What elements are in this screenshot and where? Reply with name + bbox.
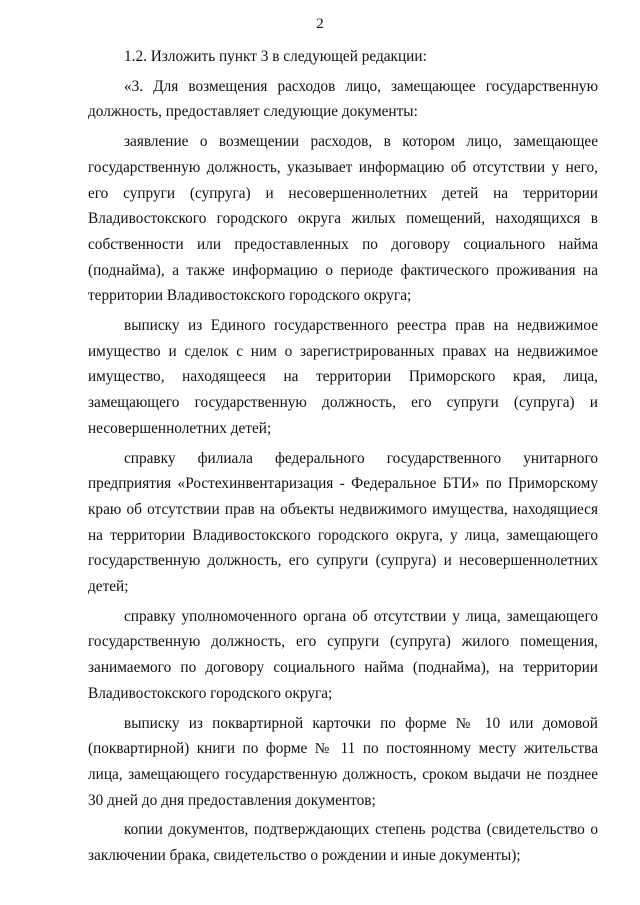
paragraph-kinship-documents: копии документов, подтверждающих степень родства (свидетельство о заключении брака, свидетельство о рождении и иные документы);	[88, 821, 598, 865]
paragraph-authority-certificate: справку уполномоченного органа об отсутствии у лица, замещающего государственную должность, его супруги (супруга) жилого помещения, занимаемого по договору социального найма (поднайма), на территории Владивостокского городского округа;	[88, 607, 598, 702]
paragraph-registry-extract: выписку из Единого государственного реестра прав на недвижимое имущество и сделок с ним о зарегистрированных правах на недвижимое имущество, находящееся на территории Приморского края, лица, замещающего государственную должность, его супруги (супруга) и несовершеннолетних детей;	[88, 317, 598, 437]
paragraph-bti-certificate: справку филиала федерального государственного унитарного предприятия «Ростехинвентаризация - Федеральное БТИ» по Приморскому краю об отсутствии прав на объекты недвижимого имущества, находящиеся на территории Владивостокского городского округа, у лица, замещающего государственную должность, его супруги (супруга) и несовершеннолетних детей;	[88, 449, 598, 596]
paragraph-application: заявление о возмещении расходов, в котором лицо, замещающее государственную должность, указывает информацию об отсутствии у него, его супруги (супруга) и несовершеннолетних детей на территории Владивостокского городского округа жилых помещений, находящихся в собственности или предоставленных по договору социального найма (поднайма), а также информацию о периоде фактического проживания на территории Владивостокского городского округа;	[88, 133, 598, 305]
page-number: 2	[316, 16, 324, 32]
document-body	[88, 44, 598, 869]
paragraph-item-3-heading: «3. Для возмещения расходов лицо, замещающее государственную должность, предоставляет следующие документы:	[88, 77, 598, 121]
paragraph-amendment-intro: 1.2. Изложить пункт 3 в следующей редакции:	[124, 48, 427, 65]
paragraph-apartment-card-extract: выписку из поквартирной карточки по форме № 10 или домовой (поквартирной) книги по форме № 11 по постоянному месту жительства лица, замещающего государственную должность, сроком выдачи не позднее 30 дней до дня предоставления документов;	[88, 714, 598, 809]
